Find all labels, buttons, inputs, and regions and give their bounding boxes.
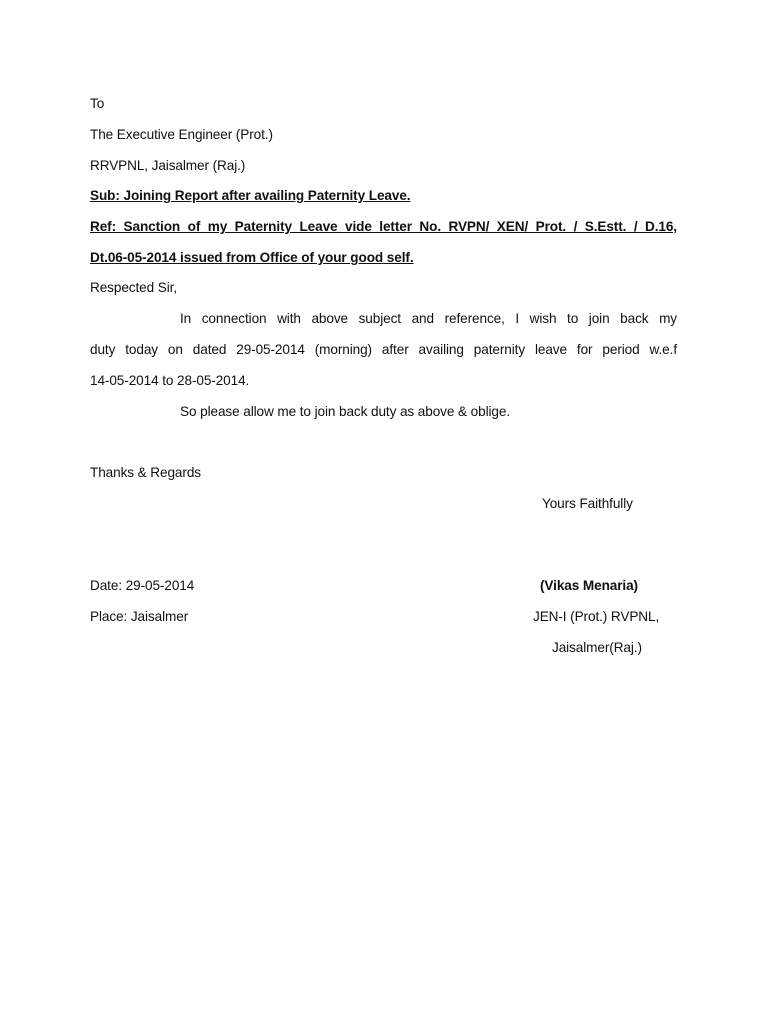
signatory-designation: JEN-I (Prot.) RVPNL, <box>533 609 660 624</box>
recipient-title: The Executive Engineer (Prot.) <box>90 127 273 142</box>
signatory-name: (Vikas Menaria) <box>540 578 638 593</box>
salutation-to: To <box>90 96 105 111</box>
recipient-org: RRVPNL, Jaisalmer (Raj.) <box>90 158 246 173</box>
reference-line-2: Dt.06-05-2014 issued from Office of your good self. <box>90 250 414 265</box>
body-line-4: So please allow me to join back duty as above & oblige. <box>180 404 511 419</box>
closing-yours-faithfully: Yours Faithfully <box>542 496 633 511</box>
body-line-1: In connection with above subject and reference, I wish to join back my <box>180 311 677 326</box>
signatory-location: Jaisalmer(Raj.) <box>552 640 642 655</box>
thanks-regards: Thanks & Regards <box>90 465 201 480</box>
greeting: Respected Sir, <box>90 280 178 295</box>
date-line: Date: 29-05-2014 <box>90 578 195 593</box>
place-line: Place: Jaisalmer <box>90 609 189 624</box>
reference-line-1: Ref: Sanction of my Paternity Leave vide letter No. RVPN/ XEN/ Prot. / S.Estt. / D.16, <box>90 219 677 234</box>
body-line-2: duty today on dated 29-05-2014 (morning) after availing paternity leave for period w.e.f <box>90 342 677 357</box>
subject-line: Sub: Joining Report after availing Paternity Leave. <box>90 188 411 203</box>
body-line-3: 14-05-2014 to 28-05-2014. <box>90 373 250 388</box>
